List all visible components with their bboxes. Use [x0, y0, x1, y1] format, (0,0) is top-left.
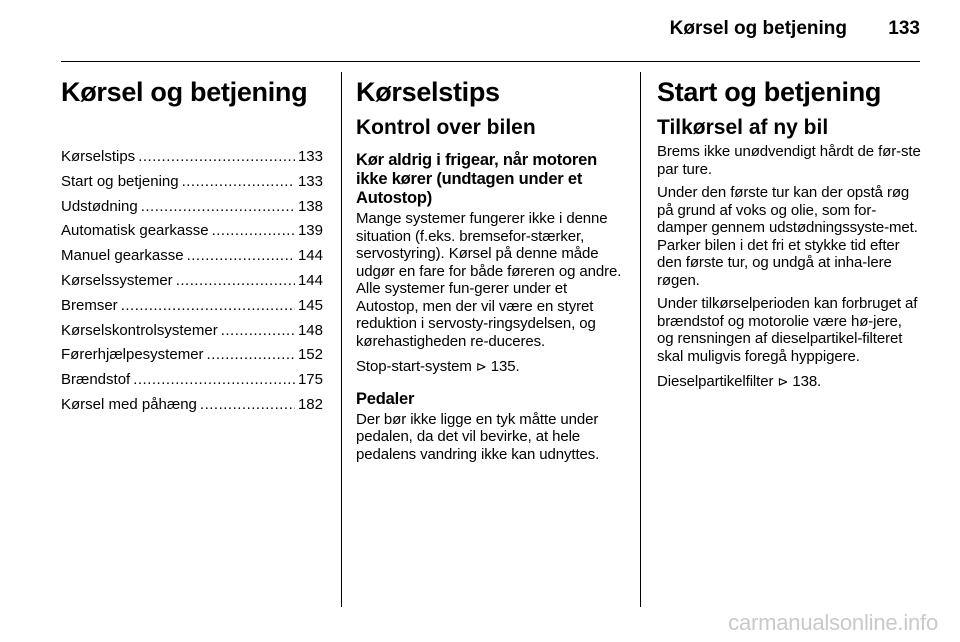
toc-entry[interactable]: [61, 343, 323, 368]
subsection-title-new-vehicle: Tilkørsel af ny bil: [657, 116, 829, 139]
section-title-start-operation: Start og betjening: [657, 77, 882, 107]
toc-entry-label: Brændstof: [61, 371, 131, 389]
ref-page[interactable]: 138.: [792, 373, 822, 390]
toc-entry-page: 133: [297, 148, 323, 165]
toc-entry-page: 139: [297, 222, 323, 240]
toc-entry[interactable]: [61, 244, 323, 269]
toc-leader-dots: [221, 319, 295, 344]
table-of-contents: [61, 145, 323, 418]
toc-entry-label: Automatisk gearkasse: [61, 222, 209, 240]
page-number: 133: [888, 18, 920, 39]
chapter-title: Kørsel og betjening: [61, 77, 308, 107]
toc-column: [61, 75, 323, 418]
paragraph-diesel-filter-ref: [657, 373, 921, 391]
subsection-title-vehicle-control: Kontrol over bilen: [356, 116, 536, 139]
toc-entry-label: Kørselssystemer: [61, 271, 173, 289]
toc-entry[interactable]: [61, 219, 323, 244]
toc-entry[interactable]: [61, 195, 323, 220]
toc-entry[interactable]: [61, 393, 323, 418]
paragraph-stop-start-ref: [356, 358, 623, 376]
start-operation-column: [657, 75, 921, 391]
toc-entry-label: Kørselskontrolsystemer: [61, 321, 218, 339]
toc-entry-label: Start og betjening: [61, 172, 179, 190]
toc-leader-dots: [133, 368, 295, 393]
toc-leader-dots: [176, 269, 295, 294]
toc-entry[interactable]: [61, 170, 323, 195]
toc-leader-dots: [121, 294, 295, 319]
toc-leader-dots: [141, 195, 295, 220]
column-divider-right: [640, 72, 641, 607]
toc-entry-label: Førerhjælpesystemer: [61, 346, 204, 364]
toc-leader-dots: [207, 343, 295, 368]
toc-entry-label: Bremser: [61, 296, 118, 314]
toc-entry-page: 148: [297, 321, 323, 339]
toc-entry-page: 152: [297, 346, 323, 364]
ref-text: Stop-start-system: [356, 358, 472, 375]
toc-entry[interactable]: [61, 269, 323, 294]
heading-no-coasting: Kør aldrig i frigear, når motoren ikke kører (undtagen under et Autostop): [356, 151, 597, 207]
toc-leader-dots: [182, 170, 295, 195]
toc-entry-label: Manuel gearkasse: [61, 247, 184, 265]
column-divider-left: [341, 72, 342, 607]
paragraph-no-coasting: Mange systemer fungerer ikke i denne situation (f.eks. bremsefor-stærker, servostyring). Kørsel på denne måde udgør en fare for både føreren og andre. Alle systemer fun-gerer under et Autostop, men der vil være en styret reduktion i servosty-ringsydelsen, og kørehastigheden re-duceres.: [356, 210, 622, 350]
toc-entry-page: 175: [297, 371, 323, 389]
toc-entry-label: Udstødning: [61, 197, 138, 215]
toc-entry-page: 144: [297, 247, 323, 265]
ref-text: Dieselpartikelfilter: [657, 373, 774, 390]
paragraph-consumption: Under tilkørselperioden kan forbruget af brændstof og motorolie være hø-jere, og rensningen af dieselpartikel-filteret skal muligvis foregå hyppigere.: [657, 295, 918, 365]
toc-entry-page: 145: [297, 296, 323, 314]
paragraph-pedals: Der bør ikke ligge en tyk måtte under pedalen, da det vil bevirke, at hele pedalens vandring ikke kan udnyttes.: [356, 410, 600, 463]
toc-entry-page: 138: [297, 197, 323, 215]
header-rule: [61, 61, 920, 62]
toc-entry[interactable]: [61, 145, 323, 170]
page-header-title: Kørsel og betjening: [669, 18, 847, 39]
toc-leader-dots: [200, 393, 295, 418]
driving-tips-column: [356, 75, 623, 463]
watermark: carmanualsonline.info: [728, 610, 938, 635]
page-reference-arrow-icon: ⊳: [777, 374, 789, 389]
toc-entry[interactable]: [61, 294, 323, 319]
paragraph-smoke: Under den første tur kan der opstå røg på grund af voks og olie, som for-damper gennem udstødningssyste-met. Parker bilen i det fri et stykke tid efter den første tur, og undgå at inha-lere røgen.: [657, 184, 918, 289]
toc-leader-dots: [187, 244, 295, 269]
toc-entry-page: 133: [297, 172, 323, 190]
toc-entry[interactable]: [61, 368, 323, 393]
page-reference-arrow-icon: ⊳: [475, 359, 487, 374]
toc-leader-dots: [138, 145, 295, 170]
ref-page[interactable]: 135.: [490, 358, 520, 375]
toc-entry-page: 182: [297, 395, 323, 413]
toc-entry-label: Kørsel med påhæng: [61, 395, 197, 413]
toc-leader-dots: [212, 219, 295, 244]
toc-entry-label: Kørselstips: [61, 148, 136, 165]
section-title-driving-tips: Kørselstips: [356, 77, 500, 107]
toc-entry[interactable]: [61, 319, 323, 344]
paragraph-braking: Brems ikke unødvendigt hårdt de før-ste par ture.: [657, 143, 921, 178]
heading-pedals: Pedaler: [356, 389, 415, 408]
toc-entry-page: 144: [297, 271, 323, 289]
